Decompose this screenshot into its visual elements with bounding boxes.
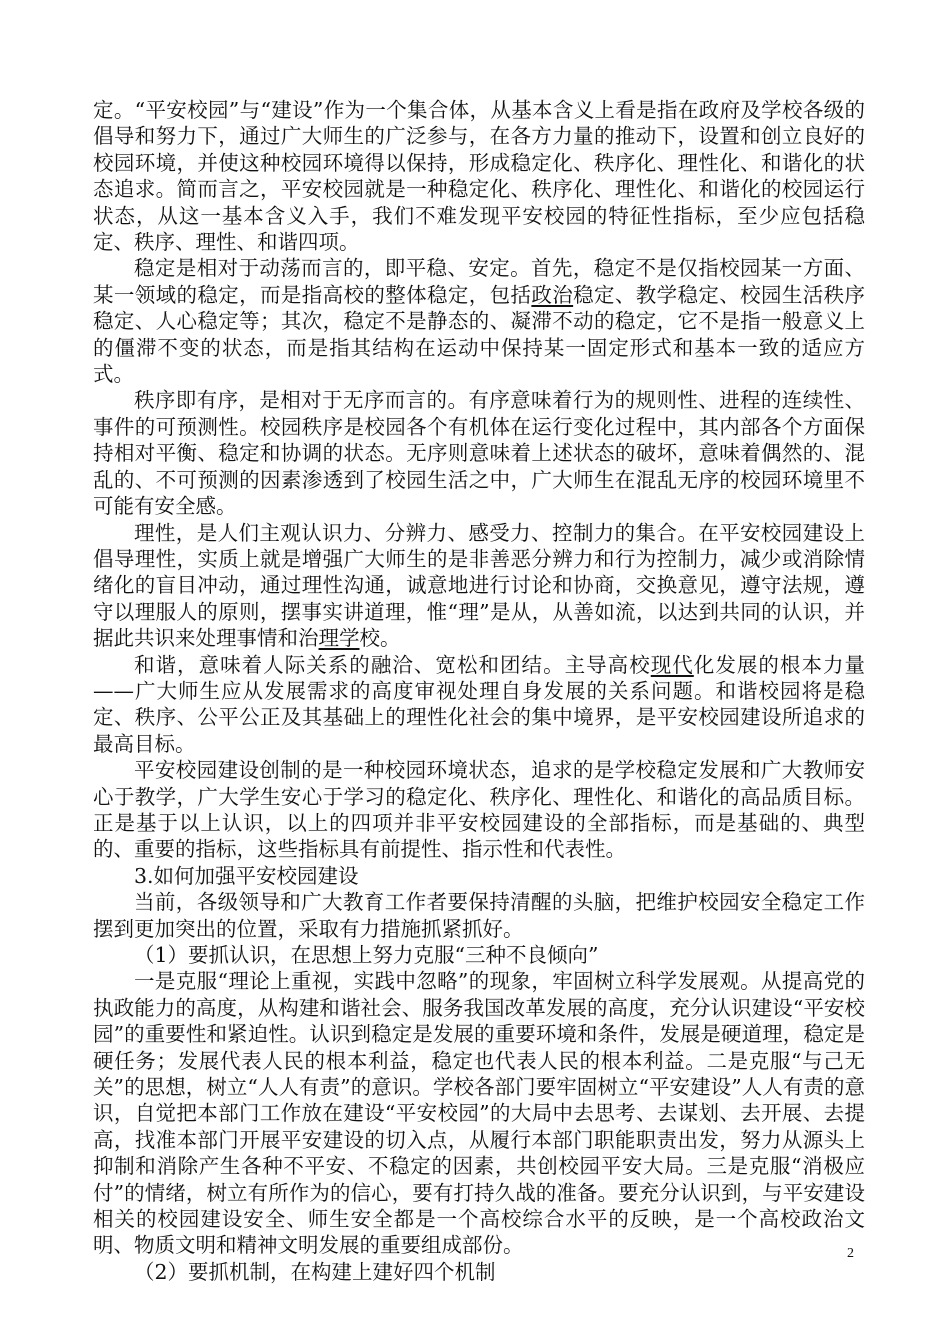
text-run: 理性，是人们主观认识力、分辨力、感受力、控制力的集合。在平安校园建设上倡导理性，实质上就是增强广大师生的是非善恶分辨力和行为控制力，减少或消除情绪化的盲目冲动，通过理性沟通，诚意地进行讨论和协商，交换意见，遵守法规，遵守以理服人的原则，摆事实讲道理，惟“理”是从，从善如流，以达到共同的认识，并据此共识来处理事情和治 <box>93 520 865 651</box>
text-run: 稳定是相对于动荡而言的，即平稳、安定。首先，稳定不是仅指校园某一方面、某一领域的稳定，而是指高校的整体稳定，包括 <box>93 256 865 307</box>
text-run: 秩序即有序，是相对于无序而言的。有序意味着行为的规则性、进程的连续性、事件的可预测性。校园秩序是校园各个有机体在运行变化过程中，其内部各个方面保持相对平衡、稳定和协调的状态。无序则意味着上述状态的破坏，意味着偶然的、混乱的、不可预测的因素渗透到了校园生活之中，广大师生在混乱无序的校园环境里不可能有安全感。 <box>93 388 865 519</box>
text-run: 一是克服“理论上重视，实践中忽略”的现象，牢固树立科学发展观。从提高党的执政能力的高度，从构建和谐社会、服务我国改革发展的高度，充分认识建设“平安校园”的重要性和紧迫性。认识到稳定是发展的重要环境和条件，发展是硬道理，稳定是硬任务；发展代表人民的根本利益，稳定也代表人民的根本利益。二是克服“与己无关”的思想，树立“人人有责”的意识。学校各部门要牢固树立“平安建设”人人有责的意识，自觉把本部门工作放在建设“平安校园”的大局中去思考、去谋划、去开展、去提高，找准本部门开展平安建设的切入点，从履行本部门职能职责出发，努力从源头上抑制和消除产生各种不平安、不稳定的因素，共创校园平安大局。三是克服“消极应付”的情绪，树立有所作为的信心，要有打持久战的准备。要充分认识到，与平安建设相关的校园建设安全、师生安全都是一个高校综合水平的反映，是一个高校政治文明、物质文明和精神文明发展的重要组成部份。 <box>93 969 865 1258</box>
page-number: 2 <box>847 1246 854 1261</box>
text-run: 定。“平安校园”与“建设”作为一个集合体，从基本含义上看是指在政府及学校各级的倡导和努力下，通过广大师生的广泛参与，在各方力量的推动下，设置和创立良好的校园环境，并使这种校园环境得以保持，形成稳定化、秩序化、理性化、和谐化的状态追求。简而言之，平安校园就是一种稳定化、秩序化、理性化、和谐化的校园运行状态，从这一基本含义入手，我们不难发现平安校园的特征性指标，至少应包括稳定、秩序、理性、和谐四项。 <box>93 98 865 255</box>
text-run: 稳定、教学稳定、校园生活秩序稳定、人心稳定等；其次，稳定不是静态的、凝滞不动的稳定，它不是指一般意义上的僵滞不变的状态，而是指其结构在运动中保持某一固定形式和基本一致的适应方式。 <box>93 282 865 387</box>
section-heading <box>93 863 865 889</box>
text-run: 当前，各级领导和广大教育工作者要保持清醒的头脑，把维护校园安全稳定工作摆到更加突出的位置，采取有力措施抓紧抓好。 <box>93 890 865 941</box>
paragraph-4 <box>93 520 865 652</box>
heading-text: （2）要抓机制，在构建上建好四个机制 <box>134 1259 496 1284</box>
heading-text: 3.如何加强平安校园建设 <box>134 863 359 888</box>
paragraph-2 <box>93 255 865 387</box>
body-text <box>93 97 865 1285</box>
paragraph-10 <box>93 968 865 1258</box>
text-run: 和谐，意味着人际关系的融洽、宽松和团结。主导高校 <box>134 652 651 677</box>
subheading-2 <box>93 1259 865 1285</box>
underlined-term: 理学 <box>318 626 360 651</box>
paragraph-5 <box>93 652 865 758</box>
paragraph-1 <box>93 97 865 255</box>
underlined-term: 现代 <box>650 652 694 677</box>
text-run: 化发展的根本力量——广大师生应从发展需求的高度审视处理自身发展的关系问题。和谐校园将是稳定、秩序、公平公正及其基础上的理性化社会的集中境界，是平安校园建设所追求的最高目标。 <box>93 652 866 756</box>
underlined-term: 政治 <box>531 282 574 307</box>
paragraph-6 <box>93 757 865 863</box>
subheading-1 <box>93 942 865 968</box>
heading-text: （1）要抓认识，在思想上努力克服“三种不良倾向” <box>134 943 599 967</box>
paragraph-8 <box>93 889 865 942</box>
text-run: 平安校园建设创制的是一种校园环境状态，追求的是学校稳定发展和广大教师安心于教学，广大学生安心于学习的稳定化、秩序化、理性化、和谐化的高品质目标。正是基于以上认识，以上的四项并非平安校园建设的全部指标，而是基础的、典型的、重要的指标，这些指标具有前提性、指示性和代表性。 <box>93 758 865 862</box>
text-run: 校。 <box>359 626 401 651</box>
paragraph-3 <box>93 387 865 519</box>
